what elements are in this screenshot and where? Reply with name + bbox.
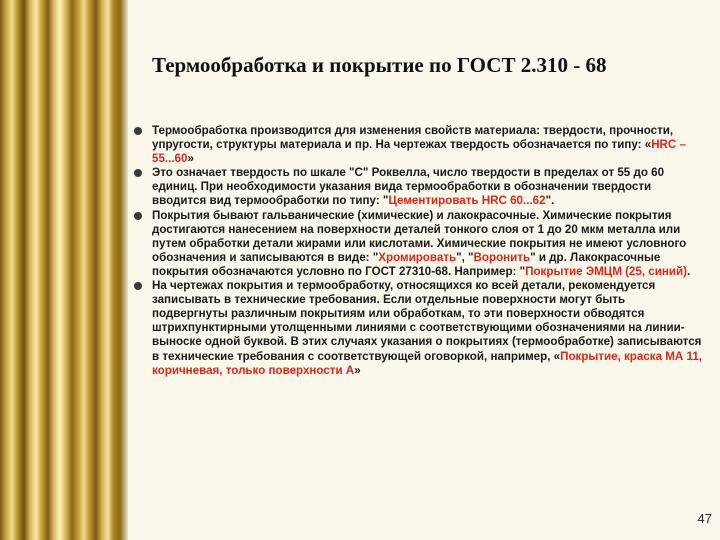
- item-text: ".: [545, 194, 555, 208]
- highlight-text: Покрытие, краска МА 11, коричневая, только поверхности А: [152, 349, 702, 377]
- item-text: Термообработка производится для изменения свойств материала: твердости, прочности, упругости, структуры материала и пр. На чертежах твердость обозначается по типу: «: [152, 124, 674, 152]
- slide-title: Термообработка и покрытие по ГОСТ 2.310 - 68: [152, 53, 607, 77]
- list-item: [134, 166, 704, 208]
- bullet-icon: [134, 212, 142, 220]
- highlight-text: Цементировать HRC 60...62: [388, 194, 546, 208]
- item-text: ", ": [456, 250, 474, 264]
- list-item: [134, 279, 704, 378]
- item-text: " и др. Лакокрасочные покрытия обозначаются условно по ГОСТ 27310-68. Например: ": [152, 250, 661, 278]
- item-text: Покрытия бывают гальванические (химические) и лакокрасочные. Химические покрытия достигаются нанесением на поверхности деталей тонкого слоя от 1 до 20 мкм металла или путем обработки детали жирами или кислотами. Химические покрытия не имеют условного обозначения и записываются в виде: ": [152, 208, 687, 264]
- bullet-icon: [134, 169, 142, 177]
- item-text: »: [187, 152, 194, 166]
- item-text: На чертежах покрытия и термообработку, относящихся ко всей детали, рекомендуется записывать в технические требования. Если отдельные поверхности могут быть подвергнуты различным покрытиям или обработкам, то эти поверхности обводятся штрихпунктирными утолщенными линиями с соответствующими обозначениями на линии-выноске одной буквой. В этих случаях указания о покрытиях (термообработке) записываются в технические требования с соответствующей оговоркой, например, «: [152, 279, 702, 363]
- page-number: 47: [697, 511, 712, 526]
- highlight-text: Хромировать: [378, 250, 457, 264]
- decorative-gold-frame: [0, 0, 128, 540]
- bullet-list: [134, 124, 704, 378]
- highlight-text: Воронить: [473, 250, 531, 264]
- bullet-icon: [134, 127, 142, 135]
- item-text: »: [354, 363, 361, 377]
- highlight-text: HRC – 55...60: [152, 138, 686, 166]
- bullet-icon: [134, 282, 142, 290]
- highlight-text: Покрытие ЭМЦМ (25, синий): [525, 264, 687, 278]
- item-text: .: [686, 264, 691, 278]
- list-item: [134, 124, 704, 166]
- item-text: Это означает твердость по шкале "С" Роквелла, число твердости в пределах от 55 до 60 единиц. При необходимости указания вида термообработки в обозначении твердости вводится вид термообработки по типу: ": [152, 166, 665, 208]
- list-item: [134, 209, 704, 279]
